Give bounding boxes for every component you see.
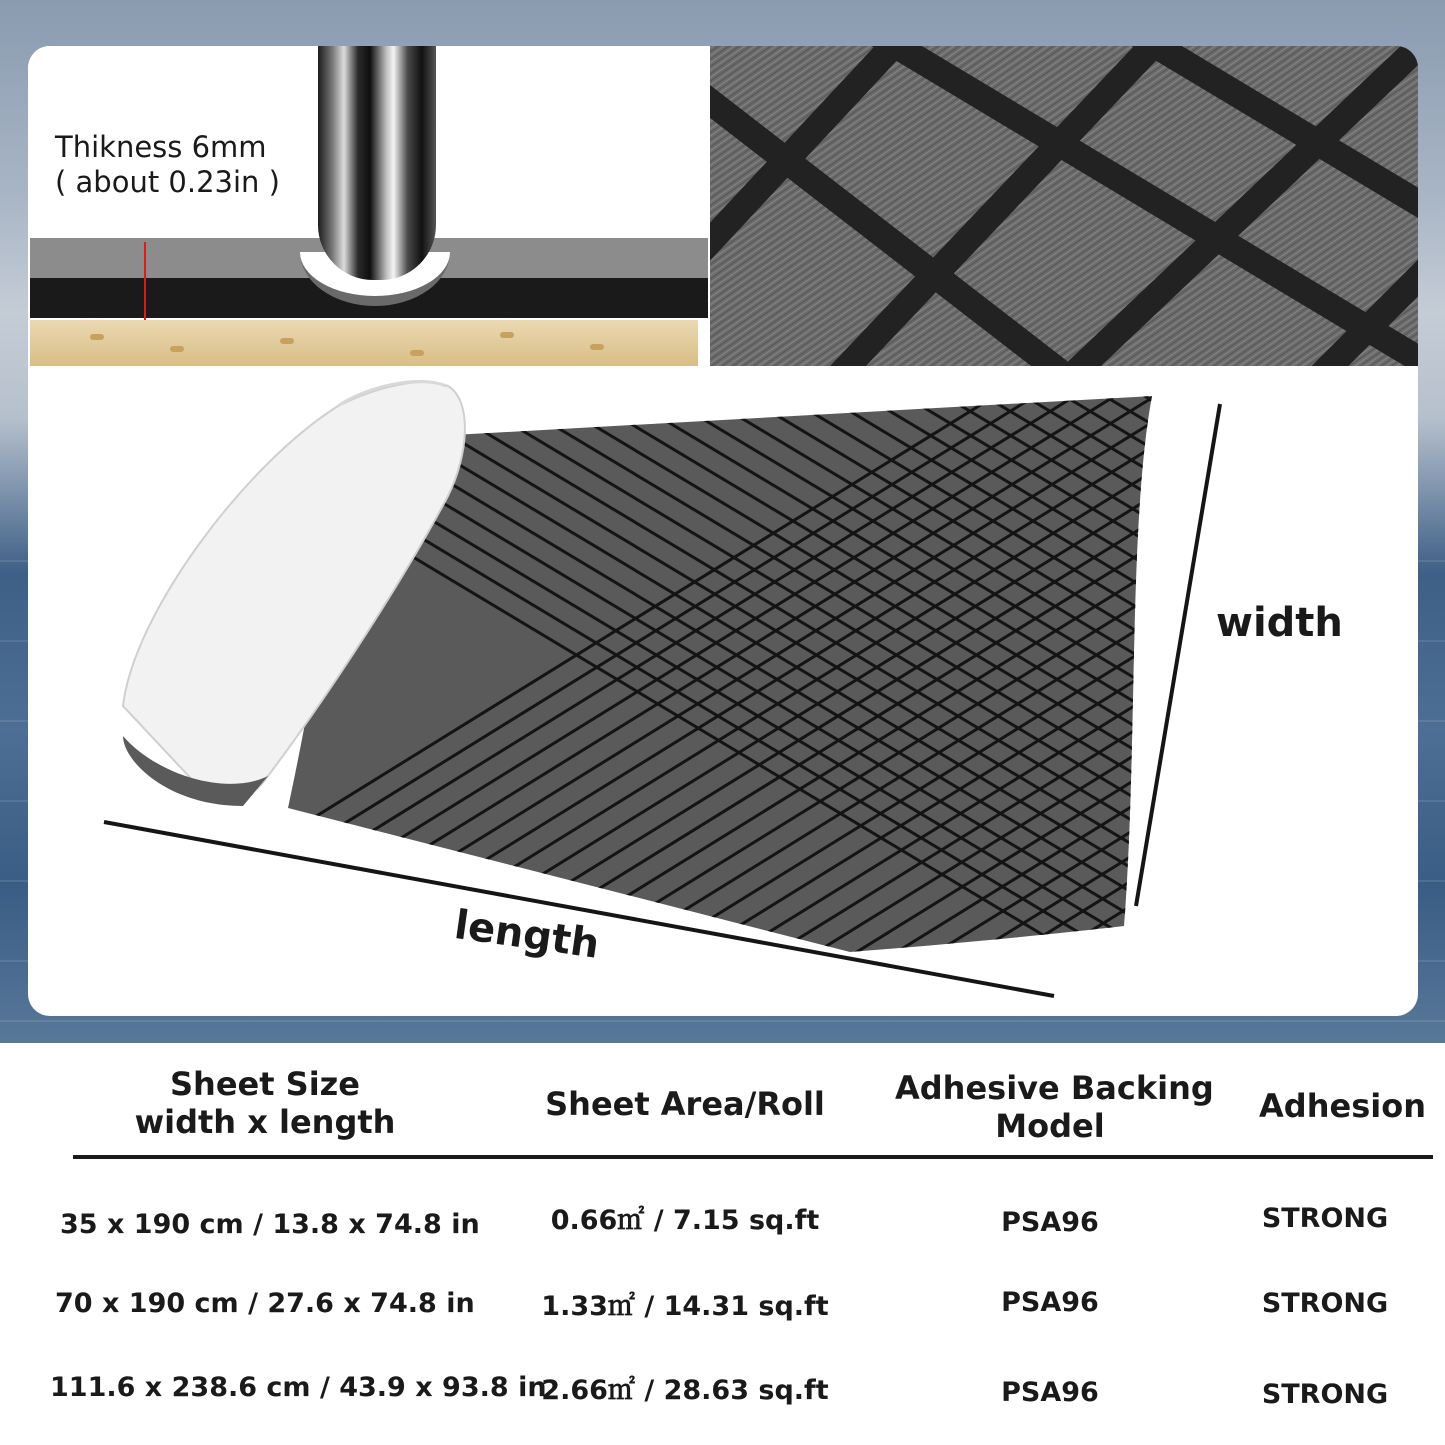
mat-illustration (28, 366, 1418, 1016)
header-sheet-area: Sheet Area/Roll (545, 1085, 825, 1123)
product-card (28, 46, 1418, 1016)
row-size: 70 x 190 cm / 27.6 x 74.8 in (55, 1288, 475, 1319)
row-adhesion: STRONG (1261, 1379, 1389, 1410)
header-sheet-size-line1: Sheet Size (169, 1065, 360, 1103)
thickness-photo (28, 46, 710, 366)
texture-closeup (710, 46, 1418, 366)
header-model (895, 1069, 1214, 1145)
row-model: PSA96 (1001, 1287, 1099, 1318)
header-sheet-size (120, 1065, 410, 1141)
row-area: 2.66㎡ / 28.63 sq.ft (541, 1375, 829, 1406)
header-sheet-size-line2: width x length (134, 1103, 396, 1141)
thickness-inches: ( about 0.23in ) (55, 165, 280, 199)
header-adhesion: Adhesion (1259, 1087, 1426, 1125)
row-area: 0.66㎡ / 7.15 sq.ft (550, 1205, 820, 1236)
row-area: 1.33㎡ / 14.31 sq.ft (541, 1291, 829, 1322)
row-adhesion: STRONG (1261, 1203, 1389, 1234)
row-model: PSA96 (1001, 1377, 1099, 1408)
length-label: length (451, 902, 603, 968)
row-adhesion: STRONG (1261, 1288, 1389, 1319)
header-model-line1: Adhesive Backing (895, 1069, 1214, 1107)
width-label: width (1216, 600, 1343, 646)
thickness-measure-line (144, 242, 146, 320)
row-model: PSA96 (1001, 1207, 1099, 1238)
row-size: 35 x 190 cm / 13.8 x 74.8 in (60, 1209, 480, 1240)
row-size: 111.6 x 238.6 cm / 43.9 x 93.8 in (50, 1372, 547, 1403)
thickness-label (55, 130, 280, 200)
header-divider (73, 1155, 1433, 1159)
thickness-value: Thikness 6mm (55, 130, 267, 164)
size-table (0, 1043, 1445, 1445)
wood-surface (30, 320, 698, 366)
metal-rod (318, 46, 436, 280)
header-model-line2: Model (995, 1107, 1105, 1145)
